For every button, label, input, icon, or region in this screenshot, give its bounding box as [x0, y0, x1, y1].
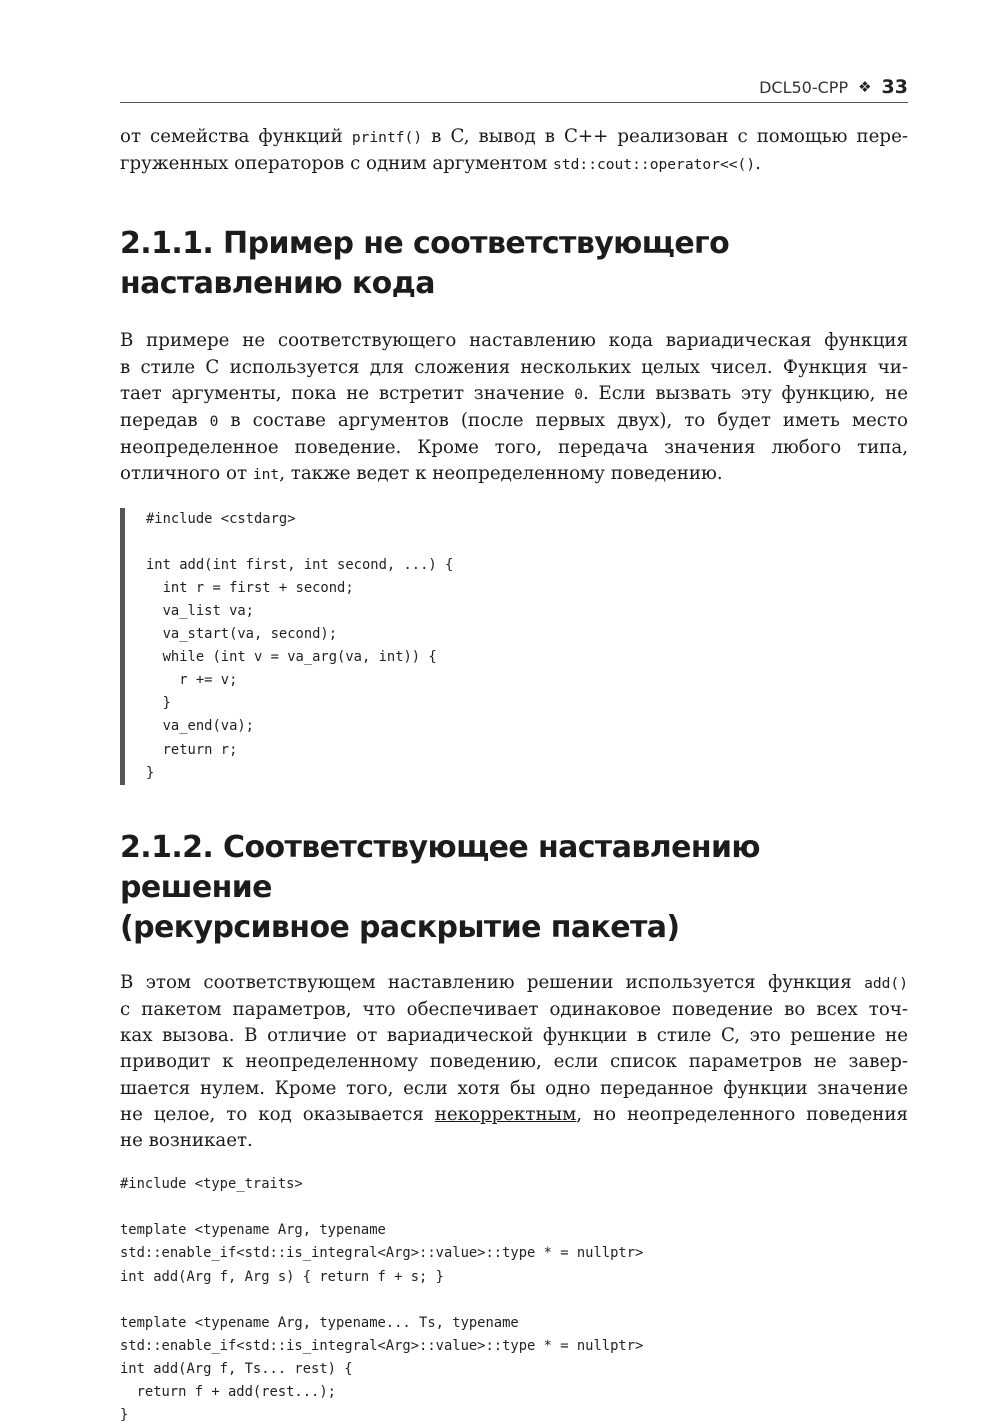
- text: В этом соответствующем наставлению решении используется функция: [120, 971, 865, 993]
- running-title: DCL50-CPP: [759, 77, 849, 97]
- text: , также ведет к неопределенному поведению.: [279, 463, 723, 485]
- inline-code: add(): [864, 974, 908, 992]
- paragraph-line: в стиле C используется для сложения нескольких целых чисел. Функция чи-: [120, 356, 908, 378]
- inline-code: 0: [574, 385, 584, 403]
- page-content: [120, 124, 908, 1427]
- text: от семейства функций: [120, 126, 352, 147]
- section-heading-2-1-1: 2.1.1. Пример не соответствующего наставлению кода: [120, 226, 730, 302]
- intro-line: [120, 124, 908, 151]
- text: .: [755, 153, 761, 175]
- text: не целое, то код оказывается: [120, 1103, 435, 1125]
- inline-code: printf(): [351, 129, 423, 146]
- paragraph-line: шается нулем. Кроме того, если хотя бы одно переданное функции значение: [120, 1077, 908, 1099]
- text: груженных операторов с одним аргументом: [120, 153, 554, 175]
- paragraph-line: [120, 461, 908, 488]
- paragraph-line: В примере не соответствующего наставлению кода вариадическая функция: [120, 330, 908, 352]
- paragraph-line: [120, 1102, 908, 1128]
- noncompliant-code-listing: [120, 508, 908, 785]
- heading-line: (рекурсивное раскрытие пакета): [120, 909, 680, 945]
- text: в составе аргументов (после первых двух), то будет иметь место: [218, 410, 909, 432]
- compliant-code-listing: #include <type_traits> template <typename Arg, typename std::enable_if<std::is_integral<Arg>::value>::type * = nullptr> int add(Arg f, Arg s) { return f + s; } template <typename Arg, typename... Ts, typename std::enable_if<std::is_integral<Arg>::value>::type * = nullptr> int add(Arg f, Ts... rest) { return f + add(rest...); }: [120, 1176, 644, 1424]
- inline-code: int: [252, 466, 280, 484]
- paragraph-line: неопределенное поведение. Кроме того, передача значения любого типа,: [120, 437, 908, 459]
- paragraph-line: с пакетом параметров, что обеспечивает одинаковое поведение во всех точ-: [120, 998, 908, 1020]
- code-block: #include <cstdarg> int add(int first, int second, ...) { int r = first + second; va_list va; va_start(va, second); while (int v = va_arg(va, int)) { r += v; } va_end(va); return r; }: [146, 510, 454, 781]
- inline-code: std::cout::operator<<(): [553, 156, 756, 174]
- text: , но неопределенного поведения: [576, 1103, 909, 1125]
- text: передав: [120, 410, 210, 432]
- paragraph-line: приводит к неопределенному поведению, если список параметров не завер-: [120, 1051, 908, 1073]
- page-number: 33: [881, 76, 908, 98]
- paragraph-line: не возникает.: [120, 1129, 253, 1151]
- text: . Если вызвать эту функцию, не: [583, 382, 908, 404]
- incorrect-link[interactable]: некорректным: [434, 1103, 577, 1125]
- paragraph-line: [120, 408, 908, 435]
- inline-code: 0: [209, 413, 219, 431]
- section2-paragraph: [120, 970, 908, 1154]
- paragraph-line: [120, 970, 908, 997]
- section1-paragraph: [120, 328, 908, 488]
- paragraph-line: [120, 381, 908, 408]
- text: тает аргументы, пока не встретит значение: [120, 382, 575, 404]
- paragraph-line: ках вызова. В отличие от вариадической функции в стиле C, это решение не: [120, 1025, 908, 1047]
- running-header: [120, 72, 908, 103]
- intro-line: [120, 151, 908, 178]
- text: в C, вывод в C++ реализован с помощью пере-: [422, 126, 908, 147]
- diamond-separator-icon: ❖: [858, 78, 872, 96]
- text: отличного от: [120, 463, 253, 485]
- section-heading-2-1-2: [120, 828, 908, 948]
- heading-line: 2.1.2. Соответствующее наставлению решение: [120, 829, 760, 905]
- intro-paragraph: [120, 124, 908, 178]
